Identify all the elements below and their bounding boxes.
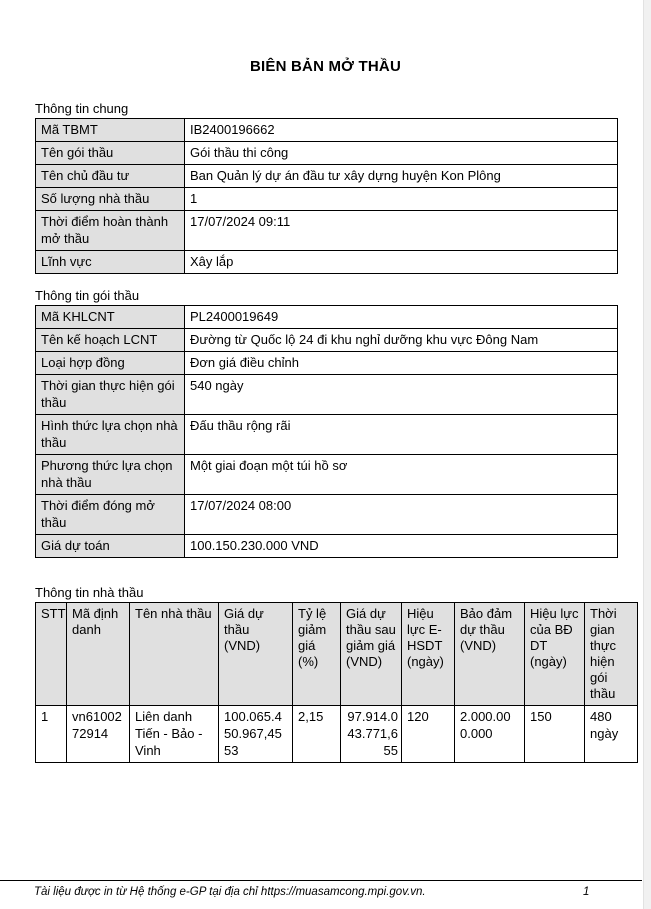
row-value: Đấu thầu rộng rãi [185,415,618,455]
row-value: Gói thầu thi công [185,142,618,165]
row-value: Xây lắp [185,251,618,274]
column-header-ten-nha-thau: Tên nhà thầu [130,603,219,706]
table-row [36,455,618,495]
table-header-row [36,603,638,706]
row-value: Đơn giá điều chỉnh [185,352,618,375]
row-label: Giá dự toán [36,535,185,558]
row-value: IB2400196662 [185,119,618,142]
row-value: 100.150.230.000 VND [185,535,618,558]
row-value: 17/07/2024 09:11 [185,211,618,251]
row-value: 17/07/2024 08:00 [185,495,618,535]
row-value: 540 ngày [185,375,618,415]
contractors-table [35,602,638,763]
row-label: Thời điểm đóng mở thầu [36,495,185,535]
cell-hieu-luc-ehsdt: 120 [402,706,455,763]
cell-bao-dam-du-thau: 2.000.000.000 [455,706,525,763]
row-value: Ban Quản lý dự án đầu tư xây dựng huyện Kon Plông [185,165,618,188]
section-heading-contractors: Thông tin nhà thầu [35,585,144,600]
footer-divider [0,880,642,881]
row-value: 1 [185,188,618,211]
table-row [36,706,638,763]
cell-hieu-luc-bddt: 150 [525,706,585,763]
column-header-stt: STT [36,603,67,706]
column-header-gia-du-thau: Giá dự thầu (VND) [219,603,293,706]
row-value: Một giai đoạn một túi hồ sơ [185,455,618,495]
row-label: Mã KHLCNT [36,306,185,329]
table-row [36,375,618,415]
row-label: Thời gian thực hiện gói thầu [36,375,185,415]
section-heading-general: Thông tin chung [35,101,129,116]
row-label: Mã TBMT [36,119,185,142]
row-label: Hình thức lựa chọn nhà thầu [36,415,185,455]
row-label: Số lượng nhà thầu [36,188,185,211]
column-header-gia-sau-giam-gia: Giá dự thầu sau giảm giá (VND) [341,603,402,706]
table-row [36,211,618,251]
package-info-table [35,305,618,558]
table-row [36,188,618,211]
section-heading-package: Thông tin gói thầu [35,288,140,303]
cell-ten-nha-thau: Liên danh Tiến - Bảo - Vinh [130,706,219,763]
page-footer [34,886,631,898]
document-title: BIÊN BẢN MỞ THẦU [250,58,401,75]
cell-thoi-gian-thuc-hien: 480 ngày [585,706,638,763]
row-label: Loại hợp đồng [36,352,185,375]
row-label: Phương thức lựa chọn nhà thầu [36,455,185,495]
row-label: Tên chủ đầu tư [36,165,185,188]
document-content [0,101,651,763]
row-label: Tên kế hoạch LCNT [36,329,185,352]
column-header-bao-dam-du-thau: Bảo đảm dự thầu (VND) [455,603,525,706]
table-row [36,352,618,375]
cell-gia-du-thau: 100.065.450.967,4553 [219,706,293,763]
table-row [36,306,618,329]
row-value: Đường từ Quốc lộ 24 đi khu nghỉ dưỡng khu vực Đông Nam [185,329,618,352]
vertical-scrollbar[interactable] [643,0,651,909]
table-row [36,329,618,352]
cell-stt: 1 [36,706,67,763]
table-row [36,415,618,455]
column-header-thoi-gian-thuc-hien: Thời gian thực hiện gói thầu [585,603,638,706]
table-row [36,142,618,165]
row-label: Lĩnh vực [36,251,185,274]
general-info-table [35,118,618,274]
column-header-ma-dinh-danh: Mã định danh [67,603,130,706]
footer-note: Tài liệu được in từ Hệ thống e-GP tại địa chỉ https://muasamcong.mpi.gov.vn. [34,886,426,898]
page-number: 1 [583,886,590,898]
cell-ty-le-giam-gia: 2,15 [293,706,341,763]
cell-ma-dinh-danh: vn6100272914 [67,706,130,763]
cell-gia-sau-giam-gia: 97.914.043.771,655 [341,706,402,763]
row-value: PL2400019649 [185,306,618,329]
column-header-hieu-luc-ehsdt: Hiệu lực E-HSDT (ngày) [402,603,455,706]
row-label: Tên gói thầu [36,142,185,165]
column-header-hieu-luc-bddt: Hiệu lực của BĐ DT (ngày) [525,603,585,706]
table-row [36,165,618,188]
column-header-ty-le-giam-gia: Tỷ lệ giảm giá (%) [293,603,341,706]
row-label: Thời điểm hoàn thành mở thầu [36,211,185,251]
table-row [36,535,618,558]
table-row [36,251,618,274]
table-row [36,495,618,535]
table-row [36,119,618,142]
